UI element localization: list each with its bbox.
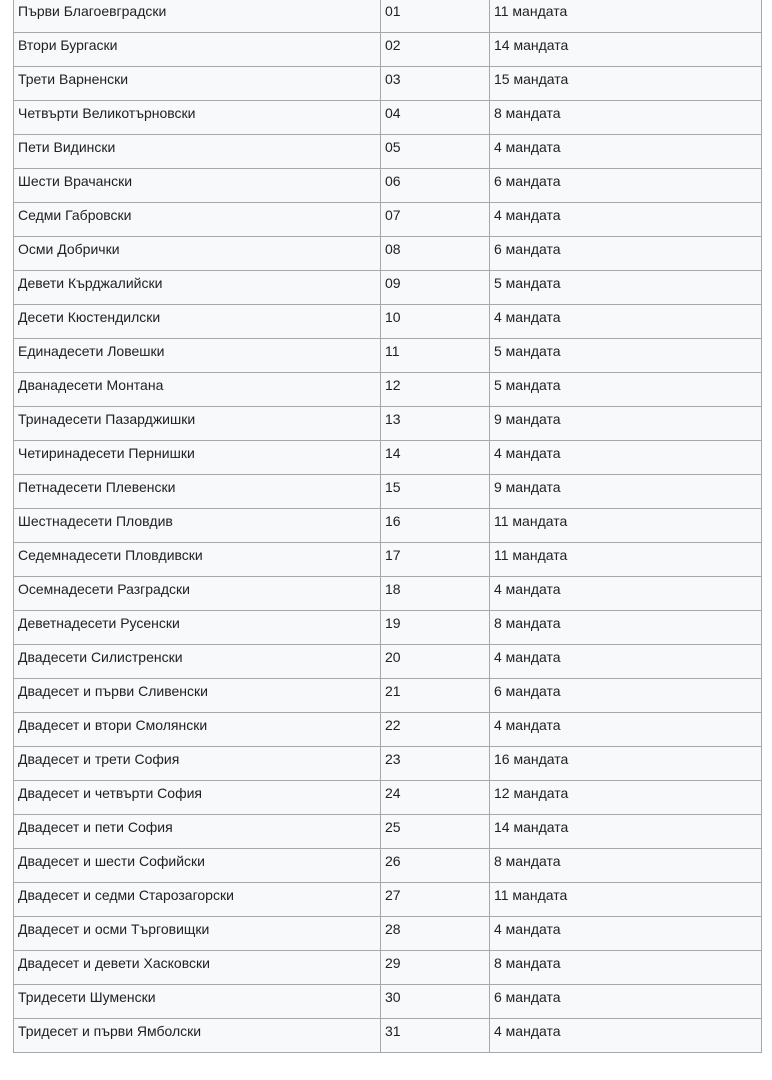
table-row — [14, 0, 762, 33]
constituency-name: Седми Габровски — [14, 203, 381, 237]
constituency-number: 24 — [381, 781, 490, 815]
seats-count: 12 мандата — [490, 781, 762, 815]
seats-count: 6 мандата — [490, 237, 762, 271]
constituency-number: 02 — [381, 33, 490, 67]
seats-count: 4 мандата — [490, 441, 762, 475]
table-row — [14, 577, 762, 611]
constituency-name: Тридесет и първи Ямболски — [14, 1019, 381, 1053]
constituency-name: Единадесети Ловешки — [14, 339, 381, 373]
seats-count: 11 мандата — [490, 0, 762, 33]
constituency-number: 09 — [381, 271, 490, 305]
constituency-number: 16 — [381, 509, 490, 543]
seats-count: 4 мандата — [490, 713, 762, 747]
constituency-name: Шести Врачански — [14, 169, 381, 203]
table-row — [14, 611, 762, 645]
constituency-name: Двадесет и трети София — [14, 747, 381, 781]
table-row — [14, 883, 762, 917]
constituency-name: Двадесет и осми Търговищки — [14, 917, 381, 951]
seats-count: 5 мандата — [490, 339, 762, 373]
constituency-name: Осемнадесети Разградски — [14, 577, 381, 611]
constituency-number: 29 — [381, 951, 490, 985]
constituency-number: 07 — [381, 203, 490, 237]
table-row — [14, 67, 762, 101]
constituency-number: 26 — [381, 849, 490, 883]
constituency-name: Двадесет и втори Смолянски — [14, 713, 381, 747]
constituency-number: 01 — [381, 0, 490, 33]
seats-count: 9 мандата — [490, 475, 762, 509]
table-row — [14, 849, 762, 883]
constituency-name: Втори Бургаски — [14, 33, 381, 67]
table-row — [14, 271, 762, 305]
table-row — [14, 747, 762, 781]
constituency-number: 10 — [381, 305, 490, 339]
constituency-name: Деветнадесети Русенски — [14, 611, 381, 645]
table-row — [14, 917, 762, 951]
constituency-name: Трети Варненски — [14, 67, 381, 101]
seats-count: 14 мандата — [490, 33, 762, 67]
table-row — [14, 33, 762, 67]
table-row — [14, 237, 762, 271]
seats-count: 4 мандата — [490, 1019, 762, 1053]
constituency-number: 22 — [381, 713, 490, 747]
constituency-name: Тридесети Шуменски — [14, 985, 381, 1019]
table-row — [14, 815, 762, 849]
constituency-name: Двадесет и шести Софийски — [14, 849, 381, 883]
constituency-name: Пети Видински — [14, 135, 381, 169]
table-row — [14, 645, 762, 679]
constituency-number: 19 — [381, 611, 490, 645]
constituency-number: 17 — [381, 543, 490, 577]
table-row — [14, 679, 762, 713]
constituency-name: Двадесет и девети Хасковски — [14, 951, 381, 985]
seats-count: 8 мандата — [490, 101, 762, 135]
constituency-name: Двадесет и пети София — [14, 815, 381, 849]
seats-count: 4 мандата — [490, 135, 762, 169]
table-row — [14, 985, 762, 1019]
constituency-name: Седемнадесети Пловдивски — [14, 543, 381, 577]
constituency-number: 08 — [381, 237, 490, 271]
seats-count: 4 мандата — [490, 645, 762, 679]
seats-count: 8 мандата — [490, 849, 762, 883]
table-row — [14, 169, 762, 203]
seats-count: 14 мандата — [490, 815, 762, 849]
constituency-name: Дванадесети Монтана — [14, 373, 381, 407]
constituency-name: Първи Благоевградски — [14, 0, 381, 33]
constituency-number: 27 — [381, 883, 490, 917]
table-row — [14, 407, 762, 441]
constituency-number: 18 — [381, 577, 490, 611]
constituency-number: 30 — [381, 985, 490, 1019]
constituency-number: 25 — [381, 815, 490, 849]
seats-count: 6 мандата — [490, 169, 762, 203]
table-row — [14, 475, 762, 509]
constituency-number: 04 — [381, 101, 490, 135]
seats-count: 5 мандата — [490, 373, 762, 407]
constituency-name: Шестнадесети Пловдив — [14, 509, 381, 543]
constituency-number: 20 — [381, 645, 490, 679]
seats-count: 4 мандата — [490, 917, 762, 951]
constituency-number: 11 — [381, 339, 490, 373]
constituency-number: 05 — [381, 135, 490, 169]
constituency-number: 21 — [381, 679, 490, 713]
seats-count: 11 мандата — [490, 509, 762, 543]
table-row — [14, 305, 762, 339]
constituency-name: Двадесет и седми Старозагорски — [14, 883, 381, 917]
table-row — [14, 441, 762, 475]
seats-count: 8 мандата — [490, 951, 762, 985]
seats-count: 4 мандата — [490, 577, 762, 611]
table-row — [14, 951, 762, 985]
seats-count: 8 мандата — [490, 611, 762, 645]
constituency-number: 06 — [381, 169, 490, 203]
table-row — [14, 101, 762, 135]
constituency-number: 13 — [381, 407, 490, 441]
table-row — [14, 543, 762, 577]
constituency-number: 23 — [381, 747, 490, 781]
table-row — [14, 1019, 762, 1053]
seats-count: 4 мандата — [490, 305, 762, 339]
seats-count: 11 мандата — [490, 883, 762, 917]
constituency-name: Четвърти Великотърновски — [14, 101, 381, 135]
constituency-name: Десети Кюстендилски — [14, 305, 381, 339]
constituency-name: Двадесет и първи Сливенски — [14, 679, 381, 713]
constituency-name: Тринадесети Пазарджишки — [14, 407, 381, 441]
table-row — [14, 509, 762, 543]
constituency-number: 15 — [381, 475, 490, 509]
constituency-name: Девети Кърджалийски — [14, 271, 381, 305]
table-row — [14, 781, 762, 815]
seats-count: 4 мандата — [490, 203, 762, 237]
table-row — [14, 203, 762, 237]
seats-count: 11 мандата — [490, 543, 762, 577]
constituency-name: Двадесет и четвърти София — [14, 781, 381, 815]
constituency-number: 31 — [381, 1019, 490, 1053]
seats-count: 9 мандата — [490, 407, 762, 441]
constituency-number: 12 — [381, 373, 490, 407]
constituency-name: Осми Добрички — [14, 237, 381, 271]
constituency-number: 28 — [381, 917, 490, 951]
constituency-name: Двадесети Силистренски — [14, 645, 381, 679]
constituency-name: Петнадесети Плевенски — [14, 475, 381, 509]
constituencies-table — [13, 0, 762, 1053]
table-row — [14, 135, 762, 169]
seats-count: 6 мандата — [490, 679, 762, 713]
seats-count: 16 мандата — [490, 747, 762, 781]
constituency-number: 14 — [381, 441, 490, 475]
table-row — [14, 713, 762, 747]
constituency-number: 03 — [381, 67, 490, 101]
table-row — [14, 373, 762, 407]
table-row — [14, 339, 762, 373]
seats-count: 15 мандата — [490, 67, 762, 101]
constituency-name: Четиринадесети Пернишки — [14, 441, 381, 475]
seats-count: 5 мандата — [490, 271, 762, 305]
seats-count: 6 мандата — [490, 985, 762, 1019]
